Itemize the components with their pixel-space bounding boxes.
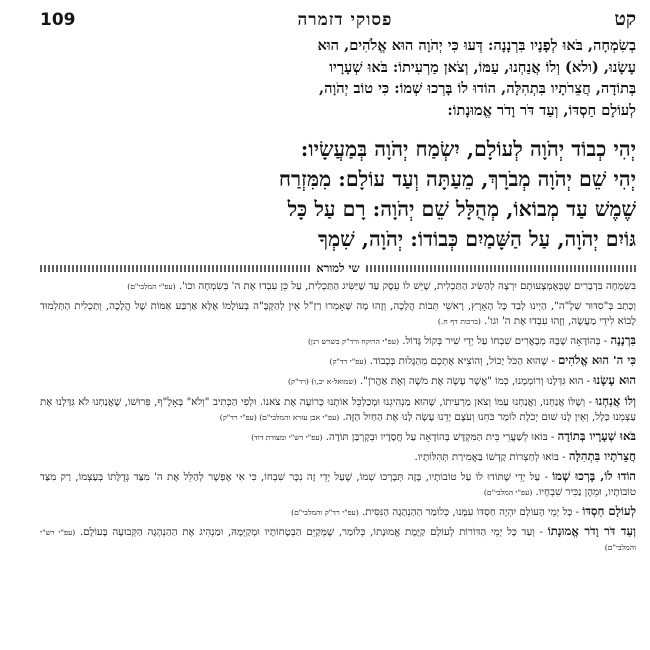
commentary-text: - וְשֶׁלּוֹ אֲנַחְנוּ, וַאֲנַחְנוּ עַמּוֹ וְצֹאן מַרְעִיתוֹ, שֶׁהוּא מַנְהִיגֵנוּ וּמְכַלְכֵּל אוֹתָנוּ כְּרוֹעֶה אֶת צֹאנוֹ. וּלְפִי הַכְּתִיב "וְלֹא" בְּאָלֶ"ף, פֵּרוּשׁוֹ, שֶׁאֲנַחְנוּ לֹא גִּדַּלְנוּ אֶת עַצְמֵנוּ כְּלָל, וְאֵין לָנוּ שׁוּם יְכֹלֶת לוֹמַר כֹּחֵנוּ וְעֹצֶם יָדֵנוּ עָשָׂה לָנוּ אֶת הַחַיִל הַזֶּה. [40,396,636,423]
commentary-text: בִּשְׂמְחָה בִּדְבָרִים שֶׁבְּאֶמְצָעוּתָם יִרְצֶה לְהַשִּׂיג הַתַּכְלִית, שֶׁיֵּשׁ לוֹ עֵסֶק עַד שֶׁיַּשִּׂיג הַתַּכְלִית, עַל כֵּן עִבְדוּ אֶת ה' בְּשִׂמְחָה וכו'. [178,281,636,292]
commentary-text: וְכָתַב בְּ"סִדּוּר שְׁלָ"ה", הַיְינוּ לְבַד כָּל הָאָרֶץ, רָאשֵׁי תֵּבוֹת הֲלָכָה, וְזֶהוּ מָה שֶּׁאָמְרוּ רַזַ"ל אֵין לְהַקָּבָּ"ה בְּעוֹלָמוֹ אֶלָּא אַרְבַּע אַמּוֹת שֶׁל הֲלָכָה, וְתַכְלִית הַתַּלְמוּד לָבוֹא לִידֵי מַעֲשֶׂה, וְזֶהוּ עִבְדוּ אֶת ה' וגו'. [40,301,636,328]
commentary-paragraph [40,524,636,555]
commentary-lemma: כִּי ה' הוּא אֱלֹהִים [558,353,636,368]
verse-top [40,35,636,121]
commentary-source: (עפ"י רד"ק) [329,357,367,367]
commentary-text: - עַל יְדֵי שֶׁתּוֹדוּ לוֹ עַל טוֹבוֹתָיו, בָּזֶה תְּבָרְכוּ שְׁמוֹ, שֶׁעַל יְדֵי זֶה נִכָּר שִׁבְחוֹ, כִּי אִי אֶפְשָׁר לְהַלֵּל אֶת ה' מִצַּד גְּדֻלָּתוֹ בְּעַצְמוֹ, רַק מִצַּד טוֹבוֹתָיו, וּמֵהֶן נַכִּיר שִׁבְחָיו. [40,471,636,499]
hebrew-page-number: קט [614,8,636,30]
commentary-lemma: הוּא עָשָׂנוּ [593,373,636,388]
verse-top-line: בְּתוֹדָה, חֲצֵרֹתָיו בִּתְהִלָּה, הוֹדוּ לוֹ בָּרְכוּ שְׁמוֹ: כִּי טוֹב יְהֹוָה, [318,80,636,97]
commentary-paragraph [40,394,636,425]
commentary-source: (עפ"י הרוקח ורד"ק בשרש רנן) [307,337,400,347]
commentary-text: - בְּהוֹדָאָה שֶׁבָּהּ מְבָאֲרִים שִׁבְחוֹ עַל יְדֵי שִׁיר בְּקוֹל גָּדוֹל. [402,336,608,348]
commentary-paragraph [40,333,636,349]
commentary-lemma: בִּרְנָנָה [610,333,636,348]
divider-ornament [40,265,310,272]
commentary-paragraph [40,429,636,445]
commentary-divider [40,260,636,276]
commentary-title: שי למורא [316,261,360,275]
commentary-lemma: וְעַד דֹּר וָדֹר אֱמוּנָתוֹ [547,524,636,539]
commentary-lemma: וְלוֹ אֲנַחְנוּ [595,393,636,408]
commentary-source: (עפ"י רד"ק והמלבי"ם) [291,508,359,518]
commentary-source: (ברכות דף ח.) [437,317,481,327]
commentary-paragraph [40,469,636,500]
commentary-text: - כָּל יְמֵי הָעוֹלָם יִהְיֶה חַסְדּוֹ עִמָּנוּ, כְּלוֹמַר הַהַנְהָגָה הַנִּסִּית. [362,507,580,519]
commentary-paragraph [40,353,636,369]
commentary-lemma: לְעוֹלָם חַסְדּוֹ [582,504,636,519]
commentary-text: - בּוֹאוּ לְשַׁעֲרֵי בֵּית הַמִּקְדָּשׁ בְּהוֹדָאָה עַל חֲסָדָיו וּבְקָרְבַּן תּוֹדָה. [325,431,555,443]
verse-main-line: יְהִי שֵׁם יְהֹוָה מְבֹרָךְ, מֵעַתָּה וְעַד עוֹלָם: מִמִּזְרַח [278,167,636,191]
commentary-paragraph [40,298,636,329]
verse-main-line: יְהִי כְבוֹד יְהֹוָה לְעוֹלָם, יִשְׂמַח יְהֹוָה בְּמַעֲשָׂיו: [300,137,636,161]
commentary-text: - הוּא גִּדְּלָנוּ וְרוֹמְמָנוּ, כְּמוֹ "אֲשֶׁר עָשָׂה אֶת מֹשֶׁה וְאֶת אַהֲרֹן". [359,376,591,388]
commentary-paragraph [40,504,636,520]
verse-top-line: בְשִׂמְחָה, בֹּאוּ לְפָנָיו בִּרְנָנָה: דְּעוּ כִּי יְהֹוָה הוּא אֱלֹהִים, הוּא [317,37,636,54]
commentary-lemma: חֲצֵרֹתָיו בִּתְהִלָּה [568,448,636,463]
verse-main-line: גּוֹיִם יְהֹוָה, עַל הַשָּׁמַיִם כְּבוֹדוֹ: יְהֹוָה, שִׁמְךָ [317,227,636,251]
section-title: פסוקי דזמרה [297,10,393,30]
running-head [40,8,636,32]
commentary-source: (עפ"י רש"י והמלבי"ם) [40,528,636,553]
commentary-lemma: הוֹדוּ לוֹ, בָּרְכוּ שְׁמוֹ [552,468,636,483]
divider-ornament [366,265,636,272]
verse-main [40,134,636,254]
commentary-lemma: בֹּאוּ שְׁעָרָיו בְּתוֹדָה [557,428,636,443]
commentary-source: (עפ"י אבן עזרא והמלבי"ם) (עפ"י רד"ק) [219,412,340,422]
commentary-source: (עפ"י המלבי"ם) [483,488,533,498]
commentary-text: - שֶׁהוּא הַכֹּל יָכוֹל, וְהוֹצִיא אֶתְכֶם מֵהַגָּלוּת בְּכָבוֹד. [369,356,555,368]
commentary-source: (עפ"י המלבי"ם) [127,282,176,291]
commentary-source: (עפ"י רש"י ומצודת דוד) [251,432,323,442]
commentary-paragraph [40,449,636,465]
commentary-paragraph [40,373,636,389]
commentary-paragraph [40,278,636,294]
commentary-text: - וְעַד כָּל יְמֵי הַדּוֹרוֹת לְעוֹלָם קַיֶּמֶת אֱמוּנָתוֹ, כְּלוֹמַר, שֶׁמְּקַיֵּם הַבְטָחוֹתָיו וּמְקַיְּמָהּ, וּמַנְהִיג אֶת הַהַנְהָגָה הַקְּבוּעָה בָּעוֹלָם. [79,527,543,539]
verse-top-line: עָשָׂנוּ, (ולא) וְלוֹ אֲנַחְנוּ, עַמּוֹ, וְצֹאן מַרְעִיתוֹ: בֹּאוּ שְׁעָרָיו [329,58,636,76]
verse-top-line: לְעוֹלָם חַסְדּוֹ, וְעַד דֹּר וָדֹר אֱמוּנָתוֹ: [447,101,636,119]
commentary-source: (שמואל-א יב,ו) (רד"ק) [288,377,357,387]
verse-main-line: שֶׁמֶשׁ עַד מְבוֹאוֹ, מְהֻלָּל שֵׁם יְהֹוָה: רָם עַל כָּל [287,197,636,221]
commentary-text: - בּוֹאוּ לְחַצְרוֹת קָדְשׁוֹ בַּאֲמִירַת תְּהִלּוֹתָיו. [414,451,566,463]
page-number: 109 [40,10,76,30]
commentary [40,278,636,555]
